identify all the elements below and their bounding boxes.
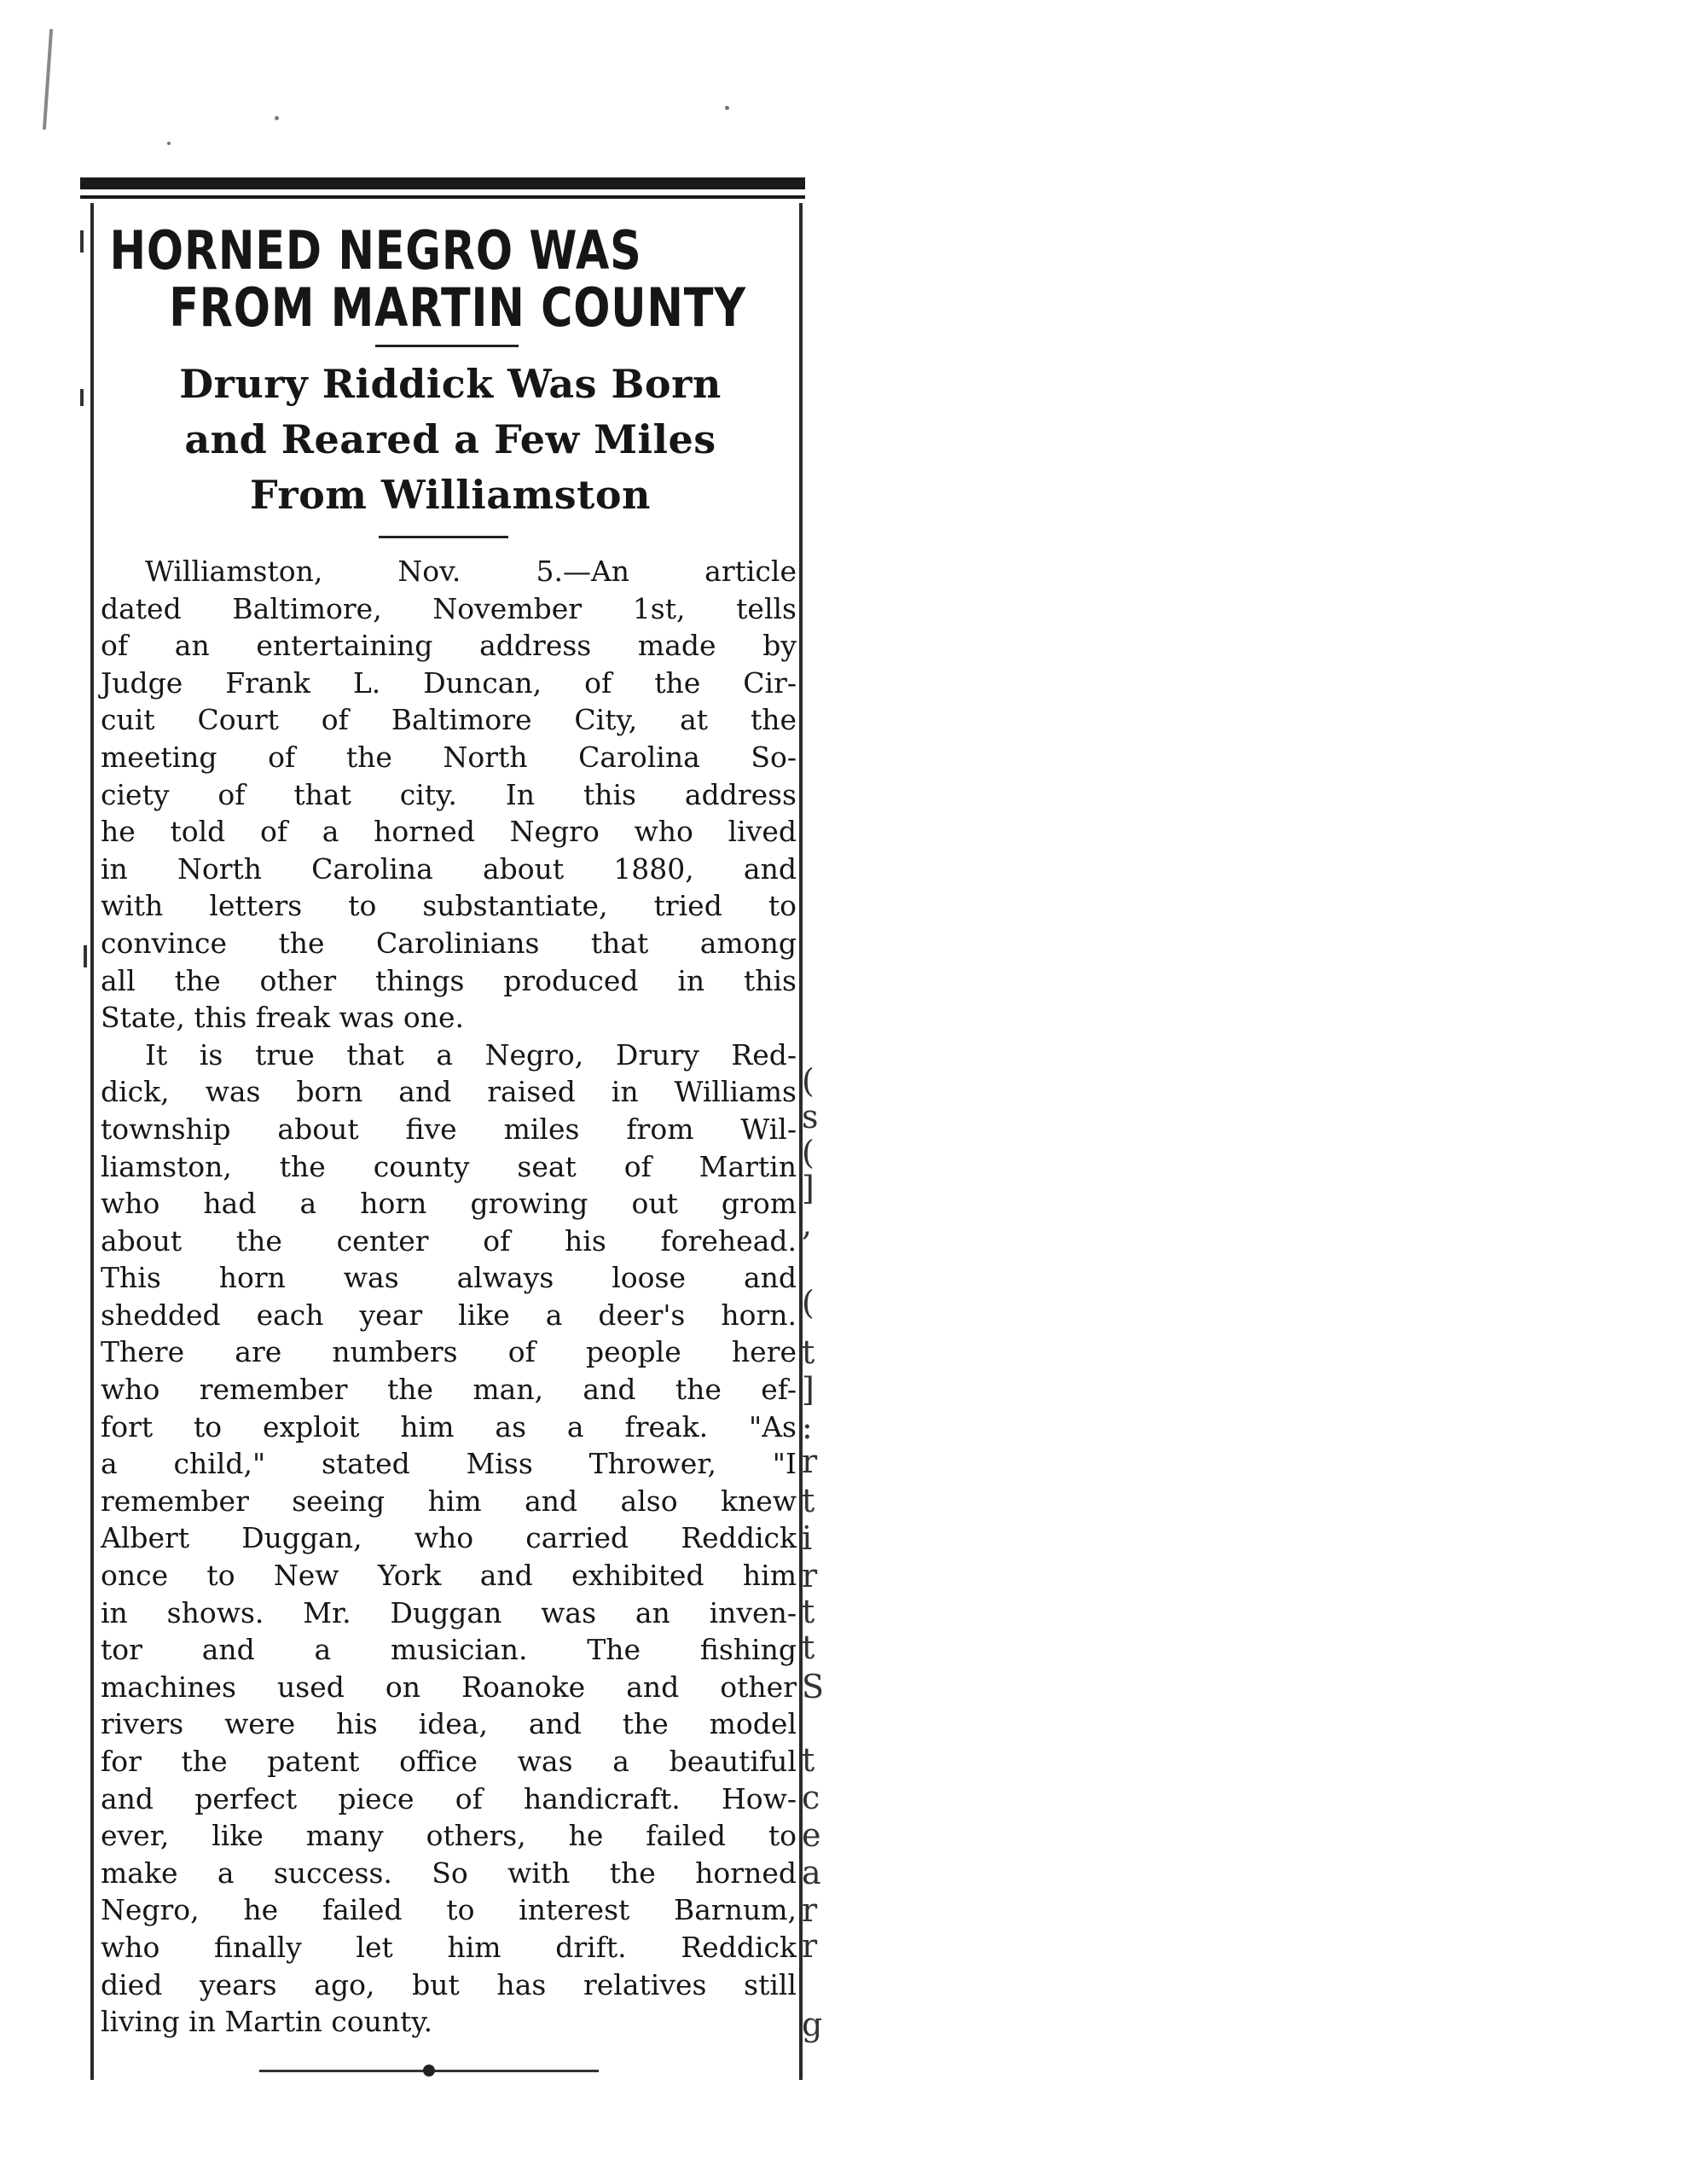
text-line: township about five miles from Wil- (101, 1112, 797, 1146)
subheadline-line-1: Drury Riddick Was Born (179, 361, 722, 407)
text-line: died years ago, but has relatives still (101, 1967, 797, 2001)
fragment: t (802, 1593, 815, 1630)
top-rule-thick (80, 177, 805, 189)
text-line: State, this freak was one. (101, 1001, 464, 1035)
fragment: c (802, 1779, 820, 1816)
text-line: remember seeing him and also knew (101, 1484, 797, 1518)
text-line: he told of a horned Negro who lived (101, 815, 797, 849)
fragment: ] (802, 1170, 815, 1207)
text-line: ever, like many others, he failed to (101, 1819, 797, 1853)
text-line: a child," stated Miss Thrower, "I (101, 1447, 797, 1481)
text-line: who remember the man, and the ef- (101, 1373, 797, 1407)
text-line: in shows. Mr. Duggan was an inven- (101, 1595, 797, 1629)
subheadline (104, 357, 797, 523)
text-line: who finally let him drift. Reddick (101, 1930, 797, 1964)
subheadline-divider (379, 536, 508, 538)
paragraph-1 (101, 553, 797, 1037)
text-line: shedded each year like a deer's horn. (101, 1298, 797, 1332)
margin-tick (80, 389, 84, 406)
text-line: with letters to substantiate, tried to (101, 889, 797, 923)
text-line: rivers were his idea, and the model (101, 1707, 797, 1741)
headline-divider (375, 345, 519, 347)
fragment: r (802, 1443, 818, 1480)
text-line: dick, was born and raised in Williams (101, 1075, 797, 1109)
subheadline-line-3: From Williamston (250, 472, 651, 518)
article-body (101, 553, 797, 2041)
fragment: r (802, 1927, 818, 1965)
text-line: cuit Court of Baltimore City, at the (101, 703, 797, 737)
top-rule-thin (80, 195, 805, 199)
fragment: : (802, 1409, 813, 1446)
text-line: meeting of the North Carolina So- (101, 740, 797, 774)
scan-artifact-line (43, 29, 53, 130)
text-line: Williamston, Nov. 5.—An article (145, 555, 797, 588)
text-line: for the patent office was a beautiful (101, 1745, 797, 1778)
headline-line-1: HORNED NEGRO WAS (109, 219, 642, 282)
fragment: g (802, 2006, 823, 2043)
fragment: i (802, 1519, 813, 1557)
text-line: of an entertaining address made by (101, 629, 797, 663)
headline (104, 219, 746, 339)
fragment: s (802, 1098, 819, 1136)
scan-speck (275, 116, 279, 120)
newspaper-clipping (78, 177, 825, 2080)
text-line: liamston, the county seat of Martin (101, 1149, 797, 1183)
fragment: t (802, 1333, 815, 1371)
text-line: convince the Carolinians that among (101, 926, 797, 960)
text-line: dated Baltimore, November 1st, tells (101, 591, 797, 625)
text-line: about the center of his forehead. (101, 1223, 797, 1258)
text-line: This horn was always loose and (101, 1261, 797, 1295)
text-line: all the other things produced in this (101, 963, 797, 997)
fragment: t (802, 1741, 815, 1779)
scan-speck (725, 106, 729, 110)
fragment: S (802, 1668, 825, 1705)
text-line: once to New York and exhibited him (101, 1559, 797, 1593)
text-line: Negro, he failed to interest Barnum, (101, 1893, 797, 1927)
fragment: , (802, 1205, 813, 1243)
headline-line-2: FROM MARTIN COUNTY (169, 276, 746, 339)
text-line: machines used on Roanoke and other (101, 1670, 797, 1704)
text-line: and perfect piece of handicraft. How- (101, 1781, 797, 1815)
text-line: ciety of that city. In this address (101, 777, 797, 811)
fragment: r (802, 1557, 818, 1594)
fragment: t (802, 1482, 815, 1519)
fragment: r (802, 1891, 818, 1929)
margin-tick (80, 230, 84, 253)
fragment: ( (802, 1062, 815, 1100)
subheadline-line-2: and Reared a Few Miles (184, 416, 716, 462)
fragment: a (802, 1854, 821, 1891)
fragment: ( (802, 1284, 815, 1321)
fragment: t (802, 1629, 815, 1666)
text-line: fort to exploit him as a freak. "As (101, 1409, 797, 1443)
text-line: It is true that a Negro, Drury Red- (145, 1037, 797, 1072)
fragment: ] (802, 1371, 815, 1409)
paragraph-2 (101, 1037, 797, 2041)
text-line: There are numbers of people here (101, 1335, 797, 1369)
text-line: living in Martin county. (101, 2005, 433, 2039)
text-line: in North Carolina about 1880, and (101, 851, 797, 886)
fragment: e (802, 1816, 821, 1854)
text-line: Judge Frank L. Duncan, of the Cir- (101, 665, 797, 700)
text-line: tor and a musician. The fishing (101, 1633, 797, 1667)
text-line: who had a horn growing out grom (101, 1187, 797, 1221)
fragment: ( (802, 1134, 815, 1171)
adjacent-column-fragments (802, 186, 853, 2088)
margin-tick (84, 945, 87, 967)
end-dot (423, 2065, 435, 2077)
text-line: Albert Duggan, who carried Reddick (101, 1521, 797, 1555)
scan-speck (167, 142, 171, 145)
column-border-left (90, 203, 94, 2080)
text-line: make a success. So with the horned (101, 1856, 797, 1890)
